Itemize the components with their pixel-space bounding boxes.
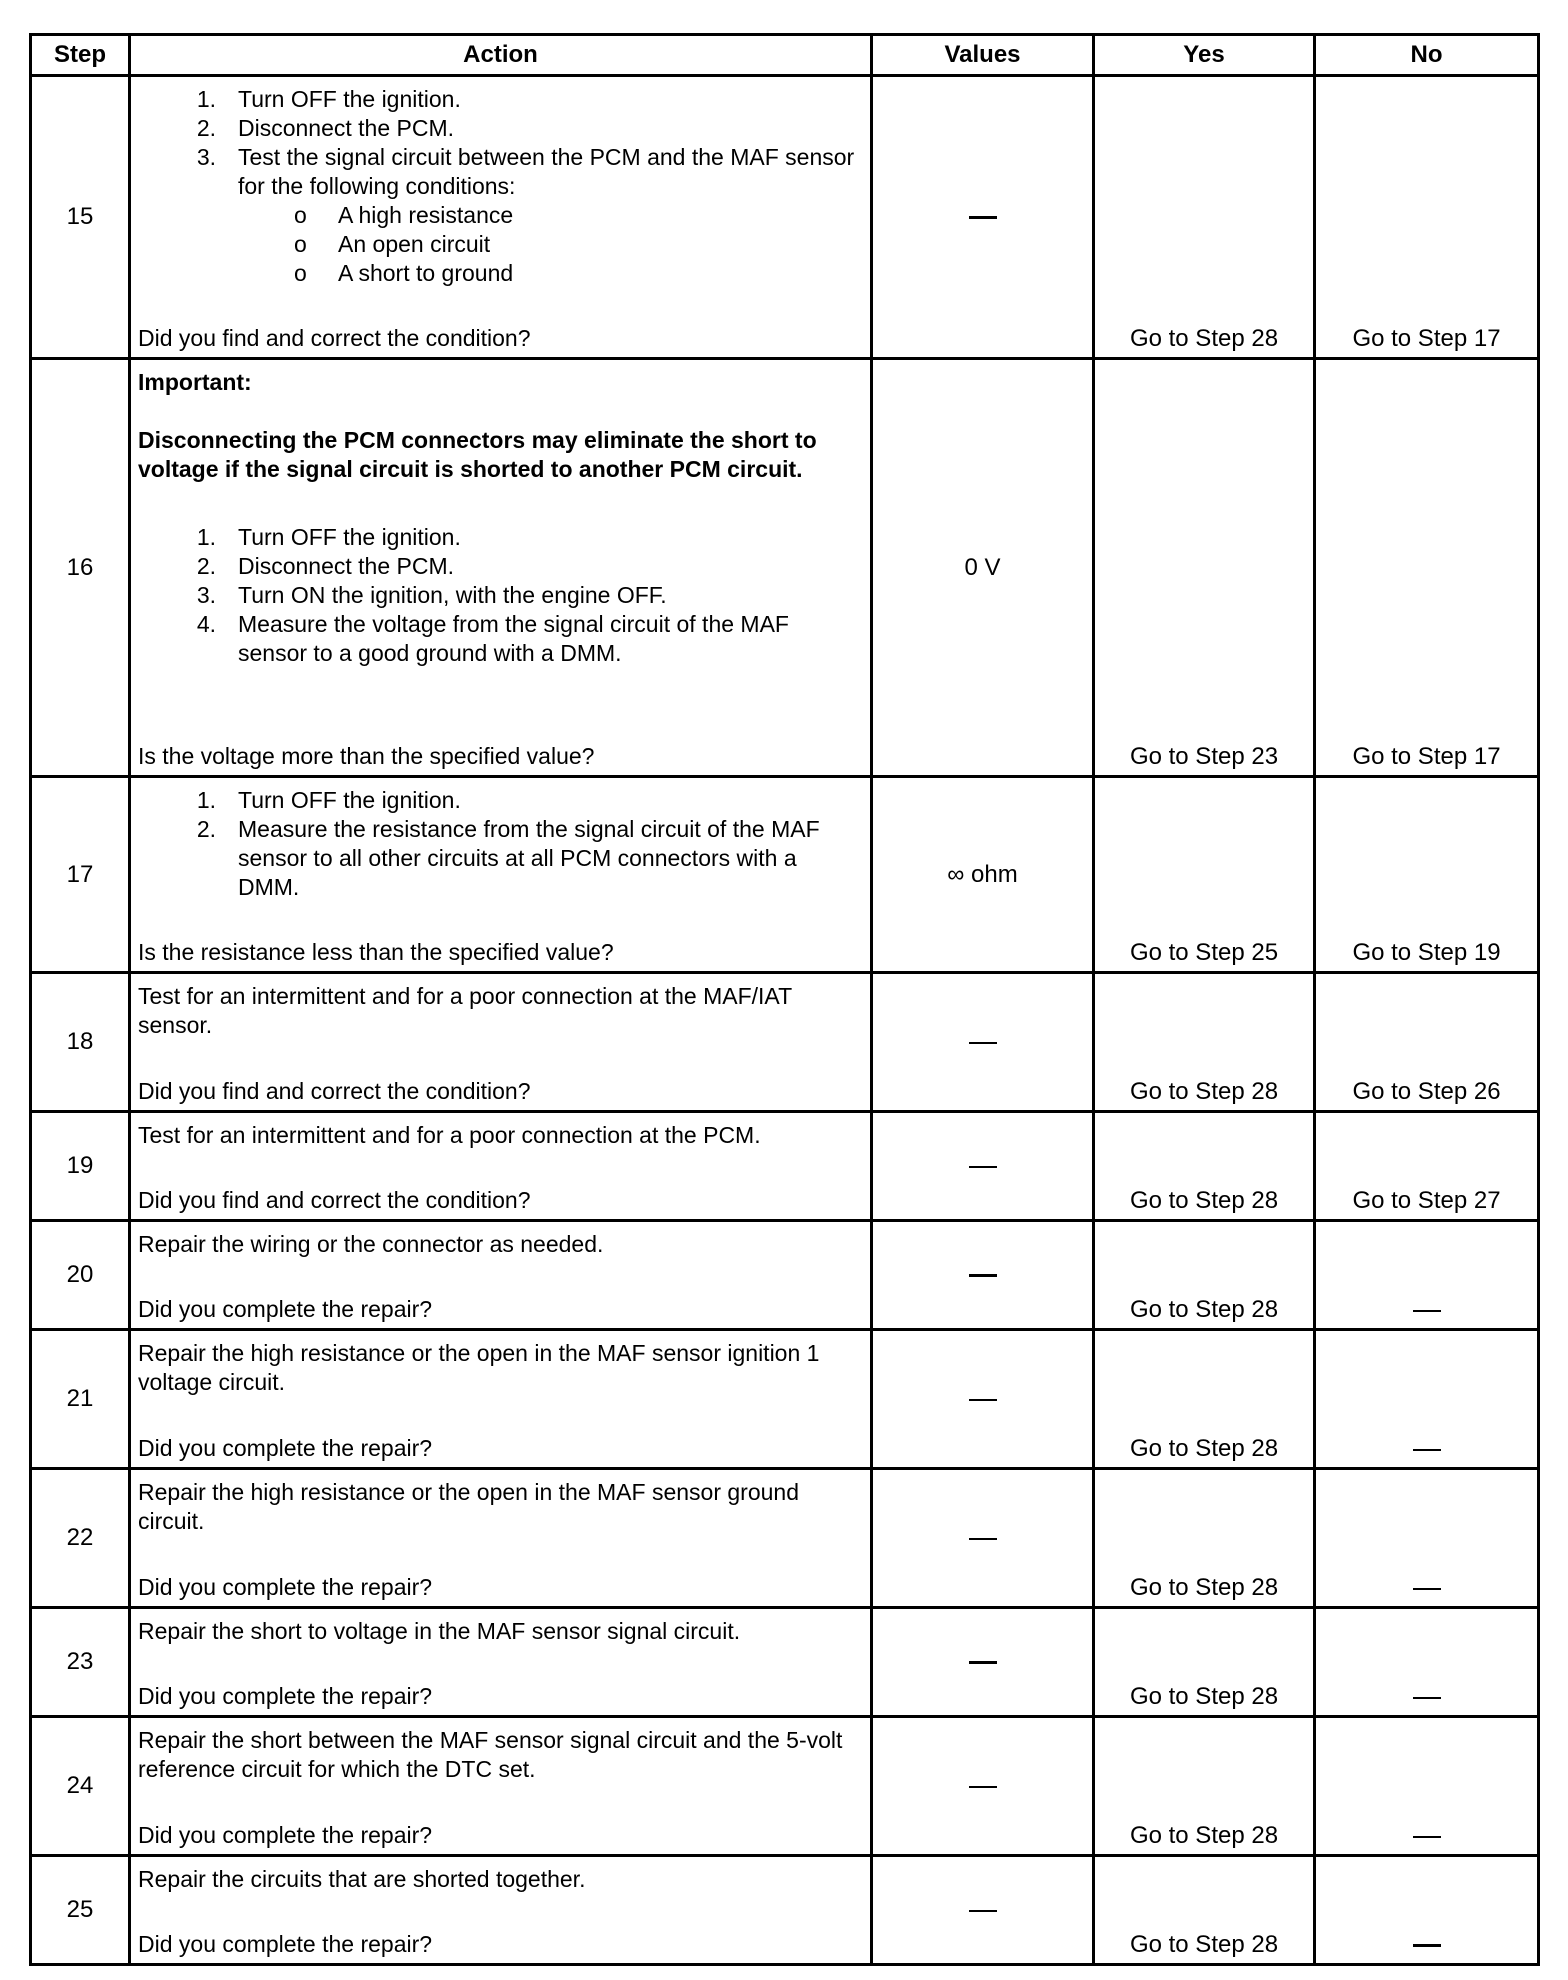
header-action: Action [130, 35, 872, 76]
important-text: Disconnecting the PCM connectors may eliminate the short to voltage if the signal circuit is shorted to another PCM circuit. [138, 427, 817, 482]
action-text: Repair the short to voltage in the MAF sensor signal circuit. [138, 1618, 741, 1644]
question-text: Did you find and correct the condition? [138, 1187, 531, 1213]
dash-icon [1413, 1944, 1441, 1947]
table-row [31, 1112, 1539, 1221]
step-number: 17 [31, 777, 130, 973]
step-number: 19 [31, 1112, 130, 1221]
yes-cell: Go to Step 28 [1094, 1221, 1315, 1330]
header-no: No [1315, 35, 1539, 76]
dash-icon [969, 1538, 997, 1540]
condition-text: An open circuit [338, 231, 491, 257]
dash-icon [969, 1786, 997, 1788]
value-cell [872, 1717, 1094, 1856]
dash-icon [969, 1166, 997, 1168]
action-cell [130, 777, 872, 973]
question-text: Did you complete the repair? [138, 1683, 433, 1709]
table-row [31, 973, 1539, 1112]
table-row [31, 777, 1539, 973]
list-item [138, 201, 864, 230]
yes-cell: Go to Step 28 [1094, 1469, 1315, 1608]
action-cell [130, 1856, 872, 1965]
action-cell [130, 1112, 872, 1221]
step-list [138, 523, 864, 668]
list-item: 2. Measure the resistance from the signal circuit of the MAF sensor to all other circuits at all PCM connectors with a DMM. [196, 816, 820, 900]
question-text: Did you find and correct the condition? [138, 1078, 531, 1104]
step-list [138, 786, 864, 902]
action-cell [130, 76, 872, 359]
dash-icon [1413, 1310, 1441, 1312]
list-item: 2. Disconnect the PCM. [196, 115, 455, 141]
step-number: 18 [31, 973, 130, 1112]
step-text: Disconnect the PCM. [238, 115, 455, 141]
value-cell [872, 1856, 1094, 1965]
value-cell [872, 1330, 1094, 1469]
header-yes: Yes [1094, 35, 1315, 76]
action-text: Test for an intermittent and for a poor connection at the PCM. [138, 1122, 761, 1148]
important-label: Important: [138, 369, 252, 395]
question-text: Did you complete the repair? [138, 1931, 433, 1957]
header-values: Values [872, 35, 1094, 76]
dash-icon [1413, 1697, 1441, 1699]
list-item [138, 259, 864, 288]
action-cell [130, 1608, 872, 1717]
no-cell: Go to Step 17 [1315, 76, 1539, 359]
list-item: 1. Turn OFF the ignition. [196, 524, 461, 550]
dash-icon [969, 1042, 997, 1044]
yes-cell: Go to Step 25 [1094, 777, 1315, 973]
no-cell [1315, 1330, 1539, 1469]
step-text: Test the signal circuit between the PCM and the MAF sensor for the following conditions: [238, 144, 855, 199]
no-cell: Go to Step 17 [1315, 359, 1539, 777]
no-cell [1315, 1856, 1539, 1965]
step-text: Turn OFF the ignition. [238, 524, 461, 550]
yes-cell: Go to Step 28 [1094, 1717, 1315, 1856]
step-number: 21 [31, 1330, 130, 1469]
action-text: Repair the high resistance or the open in the MAF sensor ignition 1 voltage circuit. [138, 1340, 820, 1395]
question-text: Did you find and correct the condition? [138, 325, 531, 351]
condition-text: A short to ground [338, 260, 514, 286]
table-row [31, 1469, 1539, 1608]
no-cell [1315, 1469, 1539, 1608]
header-row [31, 35, 1539, 76]
no-cell [1315, 1608, 1539, 1717]
list-item: 3. Test the signal circuit between the PCM and the MAF sensor for the following conditions: [196, 144, 855, 199]
action-cell [130, 359, 872, 777]
circle-bullet-icon: o [294, 231, 307, 257]
step-text: Turn OFF the ignition. [238, 787, 461, 813]
step-number: 23 [31, 1608, 130, 1717]
action-text: Repair the circuits that are shorted together. [138, 1866, 586, 1892]
action-cell [130, 1330, 872, 1469]
step-number: 24 [31, 1717, 130, 1856]
list-item: 1. Turn OFF the ignition. [196, 86, 461, 112]
yes-cell: Go to Step 28 [1094, 1330, 1315, 1469]
value-cell [872, 1112, 1094, 1221]
circle-bullet-icon: o [294, 202, 307, 228]
table-row [31, 1221, 1539, 1330]
yes-cell: Go to Step 23 [1094, 359, 1315, 777]
table-row [31, 1856, 1539, 1965]
step-text: Turn ON the ignition, with the engine OFF. [238, 582, 667, 608]
question-text: Is the resistance less than the specified value? [138, 939, 614, 965]
yes-cell: Go to Step 28 [1094, 973, 1315, 1112]
step-number: 25 [31, 1856, 130, 1965]
value-cell: 0 V [872, 359, 1094, 777]
value-cell [872, 76, 1094, 359]
list-item: 1. Turn OFF the ignition. [196, 787, 461, 813]
table-row [31, 1330, 1539, 1469]
table-row [31, 359, 1539, 777]
yes-cell: Go to Step 28 [1094, 1112, 1315, 1221]
yes-cell: Go to Step 28 [1094, 1856, 1315, 1965]
value-cell [872, 1221, 1094, 1330]
table-row [31, 76, 1539, 359]
step-list [138, 85, 864, 201]
action-text: Repair the wiring or the connector as needed. [138, 1231, 604, 1257]
action-cell [130, 973, 872, 1112]
question-text: Is the voltage more than the specified value? [138, 743, 595, 769]
no-cell [1315, 1221, 1539, 1330]
step-number: 20 [31, 1221, 130, 1330]
dash-icon [1413, 1836, 1441, 1838]
step-number: 15 [31, 76, 130, 359]
value-cell: ∞ ohm [872, 777, 1094, 973]
step-text: Disconnect the PCM. [238, 553, 455, 579]
yes-cell: Go to Step 28 [1094, 76, 1315, 359]
step-text: Measure the voltage from the signal circuit of the MAF sensor to a good ground with a DMM. [238, 611, 789, 666]
no-cell: Go to Step 26 [1315, 973, 1539, 1112]
no-cell [1315, 1717, 1539, 1856]
dash-icon [969, 1910, 997, 1912]
value-cell [872, 1608, 1094, 1717]
dash-icon [969, 1399, 997, 1401]
yes-cell: Go to Step 28 [1094, 1608, 1315, 1717]
list-item [138, 230, 864, 259]
action-text: Repair the high resistance or the open in the MAF sensor ground circuit. [138, 1479, 799, 1534]
condition-text: A high resistance [338, 202, 514, 228]
step-number: 22 [31, 1469, 130, 1608]
step-text: Turn OFF the ignition. [238, 86, 461, 112]
question-text: Did you complete the repair? [138, 1435, 433, 1461]
diagnostic-table [29, 33, 1540, 1966]
dash-icon [1413, 1588, 1441, 1590]
table-row [31, 1608, 1539, 1717]
dash-icon [969, 1274, 997, 1277]
step-number: 16 [31, 359, 130, 777]
list-item: 3. Turn ON the ignition, with the engine OFF. [196, 582, 667, 608]
condition-list [138, 201, 864, 288]
list-item: 2. Disconnect the PCM. [196, 553, 455, 579]
circle-bullet-icon: o [294, 260, 307, 286]
dash-icon [969, 216, 997, 219]
action-cell [130, 1221, 872, 1330]
header-step: Step [31, 35, 130, 76]
action-text: Test for an intermittent and for a poor connection at the MAF/IAT sensor. [138, 983, 792, 1038]
value-cell [872, 973, 1094, 1112]
dash-icon [969, 1661, 997, 1664]
action-cell [130, 1717, 872, 1856]
step-text: Measure the resistance from the signal circuit of the MAF sensor to all other circuits at all PCM connectors with a DMM. [238, 816, 820, 900]
table-row [31, 1717, 1539, 1856]
question-text: Did you complete the repair? [138, 1296, 433, 1322]
list-item: 4. Measure the voltage from the signal circuit of the MAF sensor to a good ground with a DMM. [196, 611, 789, 666]
no-cell: Go to Step 27 [1315, 1112, 1539, 1221]
no-cell: Go to Step 19 [1315, 777, 1539, 973]
question-text: Did you complete the repair? [138, 1822, 433, 1848]
action-text: Repair the short between the MAF sensor signal circuit and the 5-volt reference circuit for which the DTC set. [138, 1727, 843, 1782]
action-cell [130, 1469, 872, 1608]
dash-icon [1413, 1449, 1441, 1451]
value-cell [872, 1469, 1094, 1608]
question-text: Did you complete the repair? [138, 1574, 433, 1600]
